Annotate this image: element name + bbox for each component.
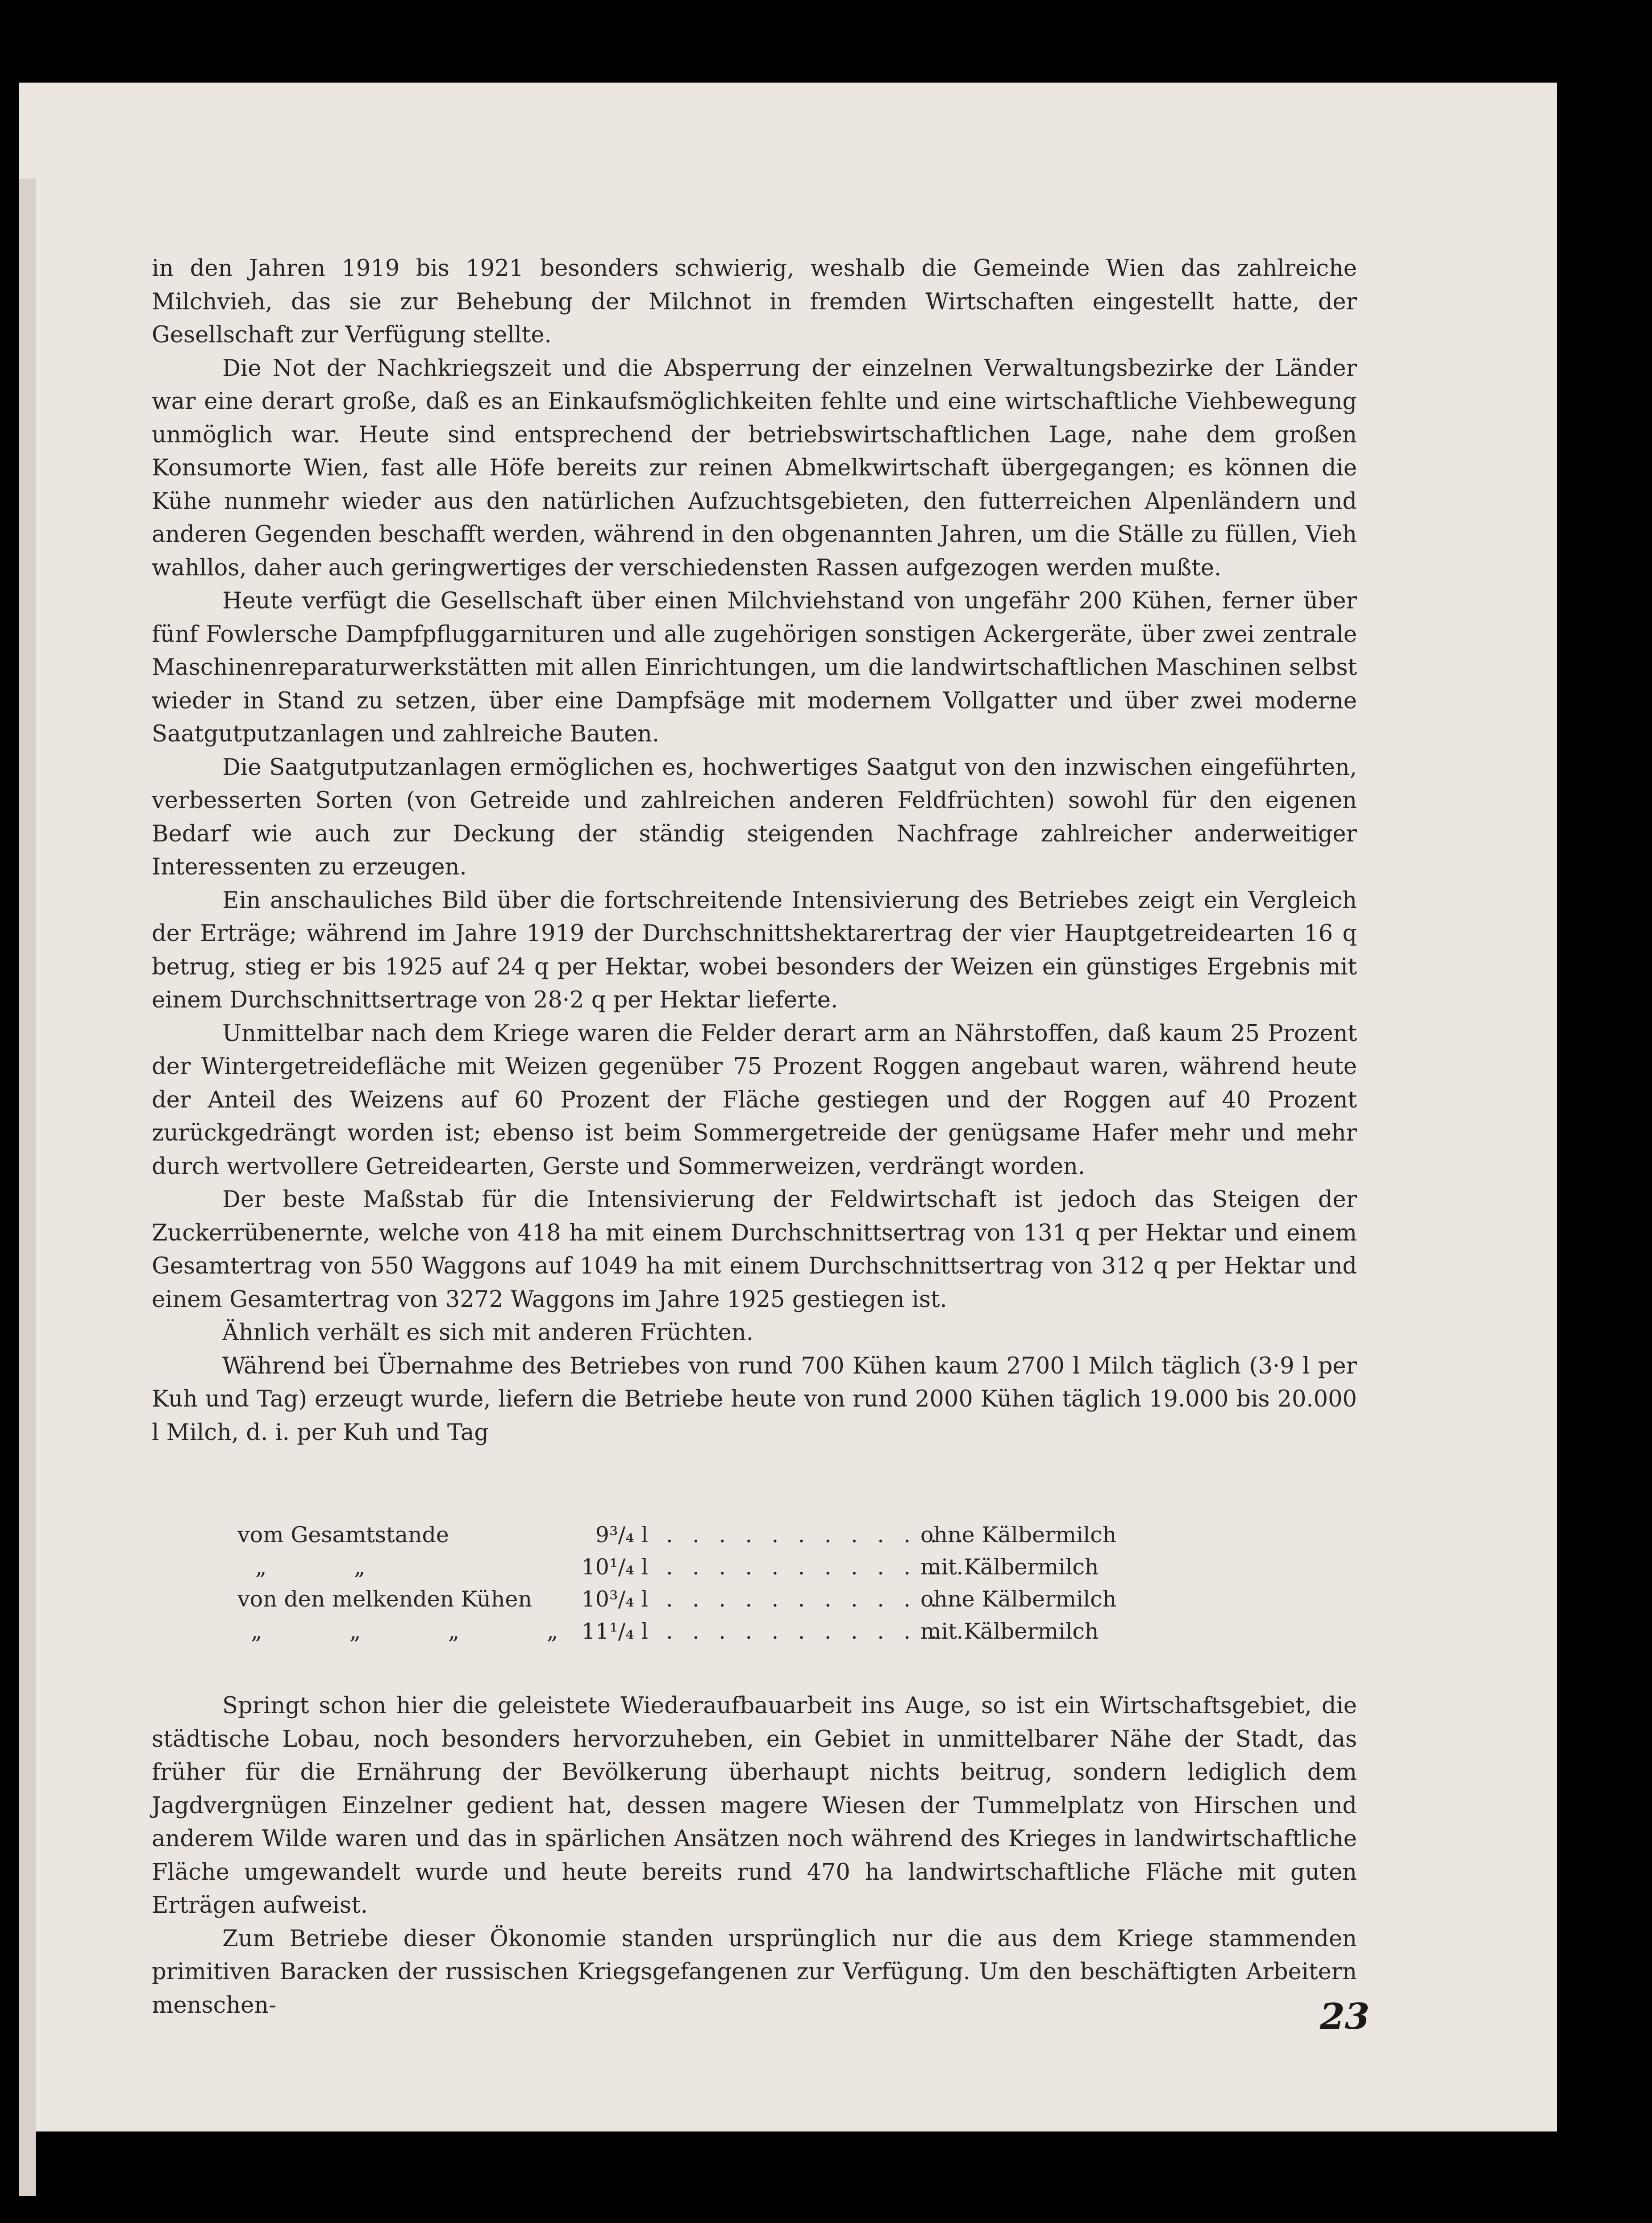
paragraph-6: Unmittelbar nach dem Kriege waren die Felder derart arm an Nährstoffen, daß kaum 25 Prozent der Wintergetreidefläche mit Weizen gegenüber 75 Prozent Roggen angebaut waren, während heute der Anteil des Weizens auf 60 Prozent der Fläche gestiegen und der Roggen auf 40 Prozent zurückgedrängt worden ist; ebenso ist beim Sommergetreide der genügsame Hafer mehr und mehr durch wertvollere Getreidearten, Gerste und Sommerweizen, verdrängt worden. (152, 1020, 1357, 1180)
yield-row (237, 1583, 1206, 1615)
yield-label: von den melkenden Kühen (237, 1586, 532, 1612)
yield-condition: mit Kälbermilch (920, 1554, 1099, 1580)
body-text-lower (152, 1690, 1357, 2022)
paragraph-3: Heute verfügt die Gesellschaft über einen Milchviehstand von ungefähr 200 Kühen, ferner über fünf Fowlersche Dampfpfluggarnituren und alle zugehörigen sonstigen Ackergeräte, über zwei zentrale Maschinenreparaturwerkstätten mit allen Einrichtungen, um die landwirtschaftlichen Maschinen selbst wieder in Stand zu setzen, über eine Dampfsäge mit modernem Vollgatter und über zwei moderne Saatgutputzanlagen und zahlreiche Bauten. (152, 588, 1357, 747)
paragraph-2: Die Not der Nachkriegszeit und die Absperrung der einzelnen Verwaltungsbezirke der Länder war eine derart große, daß es an Einkaufsmöglichkeiten fehlte und eine wirtschaftliche Viehbewegung unmöglich war. Heute sind entsprechend der betriebswirtschaftlichen Lage, nahe dem großen Konsumorte Wien, fast alle Höfe bereits zur reinen Abmelkwirtschaft übergegangen; es können die Kühe nunmehr wieder aus den natürlichen Aufzuchtsgebieten, den futterreichen Alpenländern und anderen Gegenden beschafft werden, während in den obgenannten Jahren, um die Ställe zu füllen, Vieh wahllos, daher auch geringwertiges der verschiedensten Rassen aufgezogen werden mußte. (152, 355, 1357, 581)
paragraph-1: in den Jahren 1919 bis 1921 besonders schwierig, weshalb die Gemeinde Wien das zahlreiche Milchvieh, das sie zur Behebung der Milchnot in fremden Wirtschaften eingestellt hatte, der Gesellschaft zur Verfügung stellte. (152, 255, 1357, 348)
yield-value: 9³/₄ l (595, 1522, 648, 1548)
yield-condition: ohne Kälbermilch (920, 1586, 1117, 1612)
body-text-upper (152, 252, 1357, 1449)
yield-label: „ „ „ „ (251, 1619, 558, 1644)
yield-row (237, 1551, 1206, 1583)
paragraph-5: Ein anschauliches Bild über die fortschreitende Intensivierung des Betriebes zeigt ein Vergleich der Erträge; während im Jahre 1919 der Durchschnittshektarertrag der vier Hauptgetreidearten 16 q betrug, stieg er bis 1925 auf 24 q per Hektar, wobei besonders der Weizen ein günstiges Ergebnis mit einem Durchschnittsertrage von 28·2 q per Hektar lieferte. (152, 887, 1357, 1013)
paragraph-4: Die Saatgutputzanlagen ermöglichen es, hochwertiges Saatgut von den inzwischen eingeführten, verbesserten Sorten (von Getreide und zahlreichen anderen Feldfrüchten) sowohl für den eigenen Bedarf wie auch zur Deckung der ständig steigenden Nachfrage zahlreicher anderweitiger Interessenten zu erzeugen. (152, 754, 1357, 880)
yield-row (237, 1615, 1206, 1648)
leader-dots: . . . . . . . . . . . . (666, 1619, 970, 1644)
leader-dots: . . . . . . . . . . . . (666, 1586, 970, 1612)
milk-yield-table (237, 1519, 1206, 1648)
yield-value: 10¹/₄ l (581, 1554, 648, 1580)
paragraph-7: Der beste Maßstab für die Intensivierung der Feldwirtschaft ist jedoch das Steigen der Zuckerrübenernte, welche von 418 ha mit einem Durchschnittsertrag von 131 q per Hektar und einem Gesamtertrag von 550 Waggons auf 1049 ha mit einem Durchschnittsertrag von 312 q per Hektar und einem Gesamtertrag von 3272 Waggons im Jahre 1925 gestiegen ist. (152, 1186, 1357, 1313)
paragraph-11: Zum Betriebe dieser Ökonomie standen ursprünglich nur die aus dem Kriege stammenden primitiven Baracken der russischen Kriegsgefangenen zur Verfügung. Um den beschäftigten Arbeitern menschen- (152, 1925, 1357, 2019)
paragraph-8: Ähnlich verhält es sich mit anderen Früchten. (222, 1320, 753, 1346)
paragraph-10: Springt schon hier die geleistete Wiederaufbauarbeit ins Auge, so ist ein Wirtschaftsgebiet, die städtische Lobau, noch besonders hervorzuheben, ein Gebiet in unmittelbarer Nähe der Stadt, das früher für die Ernährung der Bevölkerung überhaupt nichts beitrug, sondern lediglich dem Jagdvergnügen Einzelner gedient hat, dessen magere Wiesen der Tummelplatz von Hirschen und anderem Wilde waren und das in spärlichen Ansätzen noch während des Krieges in landwirtschaftliche Fläche umgewandelt wurde und heute bereits rund 470 ha landwirtschaftliche Fläche mit guten Erträgen aufweist. (152, 1693, 1357, 1919)
yield-condition: ohne Kälbermilch (920, 1522, 1117, 1548)
yield-row (237, 1519, 1206, 1551)
yield-label: „ „ (255, 1554, 366, 1580)
paragraph-9: Während bei Übernahme des Betriebes von rund 700 Kühen kaum 2700 l Milch täglich (3·9 l per Kuh und Tag) erzeugt wurde, liefern die Betriebe heute von rund 2000 Kühen täglich 19.000 bis 20.000 l Milch, d. i. per Kuh und Tag (152, 1353, 1357, 1446)
yield-value: 11¹/₄ l (581, 1619, 648, 1644)
book-page (19, 83, 1557, 2131)
page-number: 23 (1320, 1995, 1370, 2037)
yield-label: vom Gesamtstande (237, 1522, 449, 1548)
yield-condition: mit Kälbermilch (920, 1619, 1099, 1644)
leader-dots: . . . . . . . . . . . . (666, 1522, 970, 1548)
leader-dots: . . . . . . . . . . . . (666, 1554, 970, 1580)
page-edge-shadow (19, 179, 36, 2196)
yield-value: 10³/₄ l (581, 1586, 648, 1612)
